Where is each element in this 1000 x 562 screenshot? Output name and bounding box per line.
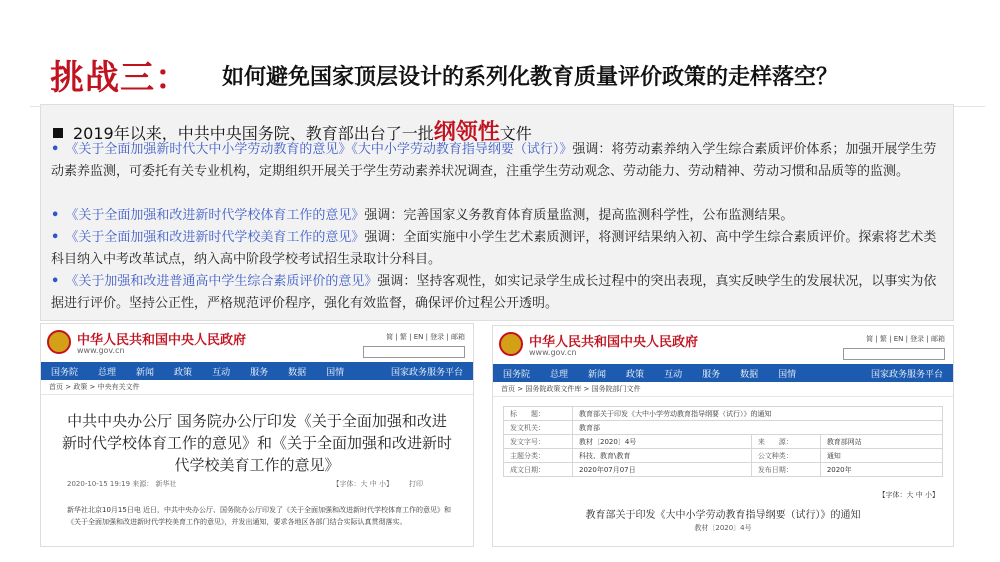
title-accent: 挑战三：	[50, 58, 190, 98]
gov-site-name: 中华人民共和国中央人民政府	[77, 333, 247, 348]
table-row	[504, 435, 943, 449]
article-title: 中共中央办公厅 国务院办公厅印发《关于全面加强和改进新时代学校体育工作的意见》和《关于全面加强和改进新时代学校美育工作的意见》	[61, 412, 452, 474]
gov-nav-item[interactable]: 政策	[626, 369, 645, 380]
bullet-text: 强调：将劳动素养纳入学生综合素质评价体系；加强开展学生劳动素养监测，可委托有关专业机构，定期组织开展关于学生劳动素养状况调查，注重学生劳动观念、劳动能力、劳动精神、劳动习惯和品质等的监测。	[51, 142, 937, 179]
gov-site-url: www.gov.cn	[77, 346, 125, 355]
table-cell: 2020年07月07日	[573, 463, 752, 477]
gov-nav-item[interactable]: 总理	[98, 367, 117, 378]
gov-search-input[interactable]	[843, 348, 945, 360]
bullet-item-1	[51, 139, 941, 183]
gov-nav-item[interactable]: 新闻	[136, 367, 155, 378]
gov-nav-item[interactable]: 新闻	[588, 369, 607, 380]
gov-search-input[interactable]	[363, 346, 465, 358]
table-cell: 发文字号：	[504, 435, 573, 449]
article-date-source: 2020-10-15 19:19 来源： 新华社	[67, 480, 177, 488]
bullet-dot-icon: •	[51, 208, 60, 223]
intro-text: 2019年以来，中共中央国务院、教育部出台了一批	[73, 124, 434, 143]
title-main: 如何避免国家顶层设计的系列化教育质量评价政策的走样落空？	[222, 65, 839, 90]
document-title: 教育部关于印发《大中小学劳动教育指导纲要（试行）》的通知	[585, 510, 861, 521]
gov-nav-item[interactable]: 国务院	[503, 369, 531, 380]
font-size-control[interactable]: 【字体：大 中 小】	[878, 491, 939, 499]
gov-nav-item[interactable]: 国情	[326, 367, 345, 378]
gov-nav-item[interactable]: 数据	[740, 369, 759, 380]
gov-header-tools[interactable]: 简 | 繁 | EN | 登录 | 邮箱	[386, 333, 465, 341]
gov-nav-item[interactable]: 互动	[212, 367, 231, 378]
bullet-text: 强调：坚持客观性，如实记录学生成长过程中的突出表现，真实反映学生的发展状况，以事实为依据进行评价。坚持公正性，严格规范评价程序，强化有效监督，确保评价过程公开透明。	[51, 274, 937, 311]
gov-nav-bar	[41, 362, 473, 380]
national-emblem-icon	[499, 332, 523, 356]
table-cell: 来 源：	[751, 435, 820, 449]
left-gov-screenshot	[40, 323, 474, 547]
table-cell: 发文机关：	[504, 421, 573, 435]
article-body: 新华社北京10月15日电 近日，中共中央办公厅、国务院办公厅印发了《关于全面加强和改进新时代学校体育工作的意见》和《关于全面加强和改进新时代学校美育工作的意见》，并发出通知，要求各地区各部门结合实际认真贯彻落实。	[67, 506, 452, 526]
bullet-text: 强调：完善国家义务教育体育质量监测，提高监测科学性，公布监测结果。	[364, 208, 794, 223]
bullet-text: 强调：全面实施中小学生艺术素质测评，将测评结果纳入初、高中学生综合素质评价。探索将艺术类科目纳入中考改革试点，纳入高中阶段学校考试招生录取计分科目。	[51, 230, 937, 267]
gov-header-tools[interactable]: 简 | 繁 | EN | 登录 | 邮箱	[866, 335, 945, 343]
gov-nav-bar	[493, 364, 953, 382]
table-cell: 通知	[820, 449, 942, 463]
bullet-doc-title: 《关于全面加强和改进新时代学校美育工作的意见》	[65, 230, 365, 245]
gov-site-url: www.gov.cn	[529, 348, 577, 357]
bullet-dot-icon: •	[51, 142, 60, 157]
bullet-item-4	[51, 271, 941, 315]
bullet-doc-title: 《关于全面加强和改进新时代学校体育工作的意见》	[65, 208, 365, 223]
gov-nav-item[interactable]: 政策	[174, 367, 193, 378]
document-info-table	[503, 406, 943, 477]
table-cell: 成文日期：	[504, 463, 573, 477]
table-cell: 教材〔2020〕4号	[573, 435, 752, 449]
content-box	[40, 104, 954, 321]
gov-header	[41, 324, 473, 362]
gov-nav-item[interactable]: 数据	[288, 367, 307, 378]
table-cell: 教育部	[573, 421, 943, 435]
right-gov-screenshot	[492, 325, 954, 547]
bullet-dot-icon: •	[51, 274, 60, 289]
font-size-control[interactable]: 【字体：大 中 小】	[332, 480, 393, 488]
square-bullet-icon	[53, 128, 63, 138]
table-cell: 2020年	[820, 463, 942, 477]
table-cell: 公文种类：	[751, 449, 820, 463]
table-row	[504, 407, 943, 421]
gov-header	[493, 326, 953, 364]
table-cell: 主题分类：	[504, 449, 573, 463]
gov-nav-item[interactable]: 国务院	[51, 367, 79, 378]
table-cell: 标 题：	[504, 407, 573, 421]
document-number: 教材〔2020〕4号	[694, 524, 752, 532]
table-row	[504, 421, 943, 435]
article-meta	[67, 479, 463, 489]
bullet-doc-title: 《关于全面加强新时代大中小学劳动教育的意见》《大中小学劳动教育指导纲要（试行）》	[65, 142, 573, 157]
slide-title-bar	[30, 44, 970, 106]
gov-nav-item[interactable]: 国家政务服务平台	[870, 369, 943, 380]
intro-suffix: 文件	[499, 124, 532, 143]
bullet-dot-icon: •	[51, 230, 60, 245]
gov-nav-item[interactable]: 国家政务服务平台	[390, 367, 463, 378]
breadcrumb[interactable]: 首页 > 国务院政策文件库 > 国务院部门文件	[493, 382, 953, 397]
gov-site-name: 中华人民共和国中央人民政府	[529, 335, 699, 350]
gov-nav-item[interactable]: 服务	[250, 367, 269, 378]
gov-nav-item[interactable]: 服务	[702, 369, 721, 380]
gov-nav-item[interactable]: 互动	[664, 369, 683, 380]
breadcrumb[interactable]: 首页 > 政策 > 中央有关文件	[41, 380, 473, 395]
table-row	[504, 449, 943, 463]
table-cell: 科技、教育\教育	[573, 449, 752, 463]
table-cell: 教育部网站	[820, 435, 942, 449]
table-cell: 教育部关于印发《大中小学劳动教育指导纲要（试行）》的通知	[573, 407, 943, 421]
bullet-item-3	[51, 227, 941, 271]
table-row	[504, 463, 943, 477]
gov-nav-item[interactable]: 国情	[778, 369, 797, 380]
national-emblem-icon	[47, 330, 71, 354]
print-button[interactable]: 打印	[409, 480, 423, 488]
bullet-doc-title: 《关于加强和改进普通高中学生综合素质评价的意见》	[65, 274, 378, 289]
gov-nav-item[interactable]: 总理	[550, 369, 569, 380]
table-cell: 发布日期：	[751, 463, 820, 477]
bullet-item-2	[51, 205, 941, 227]
intro-highlight: 纲领性	[433, 120, 500, 145]
